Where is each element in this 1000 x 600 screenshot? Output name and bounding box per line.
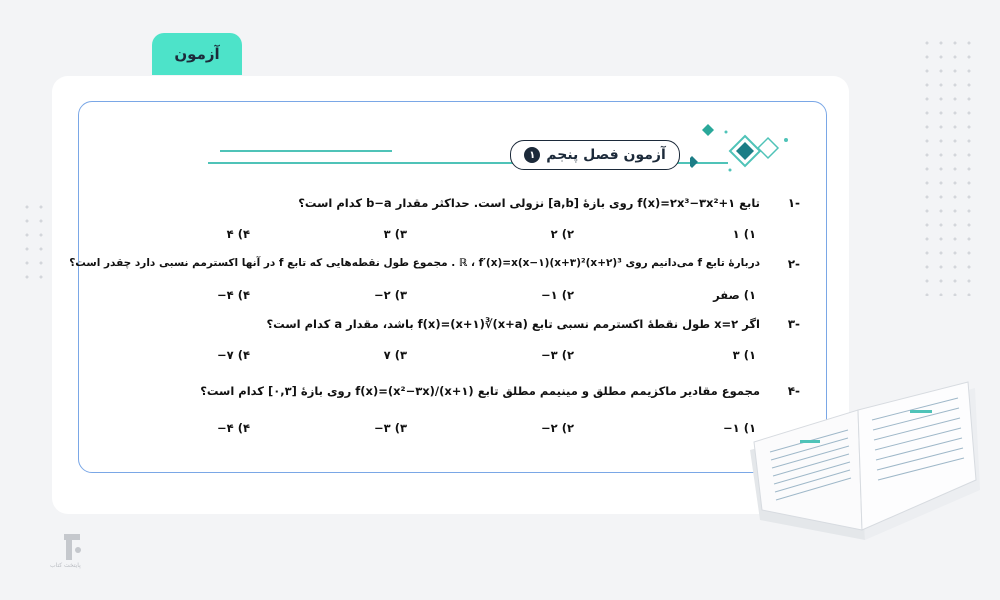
question-1-option-3[interactable]: ۳) ۳ xyxy=(383,227,407,241)
question-2-option-4[interactable]: ۴) ۴− xyxy=(217,288,250,302)
section-tag xyxy=(152,33,242,75)
question-4-option-2[interactable]: ۲) ۲− xyxy=(541,421,574,435)
question-1-option-4[interactable]: ۴) ۴ xyxy=(226,227,250,241)
question-3-option-1[interactable]: ۱) ۳ xyxy=(732,348,756,362)
question-1-option-1[interactable]: ۱) ۱ xyxy=(732,227,756,241)
dot-pattern-left xyxy=(20,200,56,280)
exam-title xyxy=(510,140,680,170)
question-2-number: -۲ xyxy=(787,257,800,271)
question-4-number: -۴ xyxy=(787,384,800,398)
question-4-option-3[interactable]: ۳) ۳− xyxy=(374,421,407,435)
diamond-ornament-icon xyxy=(690,118,800,178)
exam-title-text: آزمون فصل پنجم xyxy=(546,147,666,163)
question-2-text: دربارهٔ تابع f می‌دانیم روی ℝ ، f′(x)=x(x−۱)(x+۳)²(x+۲)³ . مجموع طول نقطه‌هایی که تابع f در آنها اکسترمم نسبی دارد چقدر است؟ xyxy=(69,257,760,269)
question-2-option-2[interactable]: ۲) ۱− xyxy=(541,288,574,302)
open-book-icon xyxy=(740,380,985,550)
section-tag-label: آزمون xyxy=(174,45,220,63)
question-3-text: اگر x=۲ طول نقطهٔ اکسترمم نسبی تابع f(x)=(x+۱)∛(x+a) باشد، مقدار a کدام است؟ xyxy=(266,317,760,331)
question-2-option-1[interactable]: ۱) صفر xyxy=(713,288,756,302)
question-1-option-2[interactable]: ۲) ۲ xyxy=(550,227,574,241)
question-1-text: تابع f(x)=۲x³−۳x²+۱ روی بازهٔ [a,b] نزولی است. حداکثر مقدار b−a کدام است؟ xyxy=(298,196,760,210)
publisher-logo-text: پایتخت کتاب xyxy=(50,562,81,569)
question-3-option-2[interactable]: ۲) ۳− xyxy=(541,348,574,362)
dot-pattern-right xyxy=(920,36,980,296)
question-4-option-1[interactable]: ۱) ۱− xyxy=(723,421,756,435)
question-3-option-4[interactable]: ۴) ۷− xyxy=(217,348,250,362)
question-3-number: -۳ xyxy=(787,317,800,331)
question-4-text: مجموع مقادیر ماکزیمم مطلق و مینیمم مطلق تابع f(x)=(x²−۳x)/(x+۱) روی بازهٔ [۰,۳] کدام است؟ xyxy=(200,384,760,398)
question-4-option-4[interactable]: ۴) ۴− xyxy=(217,421,250,435)
header-rule-short xyxy=(220,150,392,152)
question-3-option-3[interactable]: ۳) ۷ xyxy=(383,348,407,362)
exam-number-badge: ۱ xyxy=(524,147,540,163)
question-1-number: -۱ xyxy=(787,196,800,210)
question-2-option-3[interactable]: ۳) ۲− xyxy=(374,288,407,302)
